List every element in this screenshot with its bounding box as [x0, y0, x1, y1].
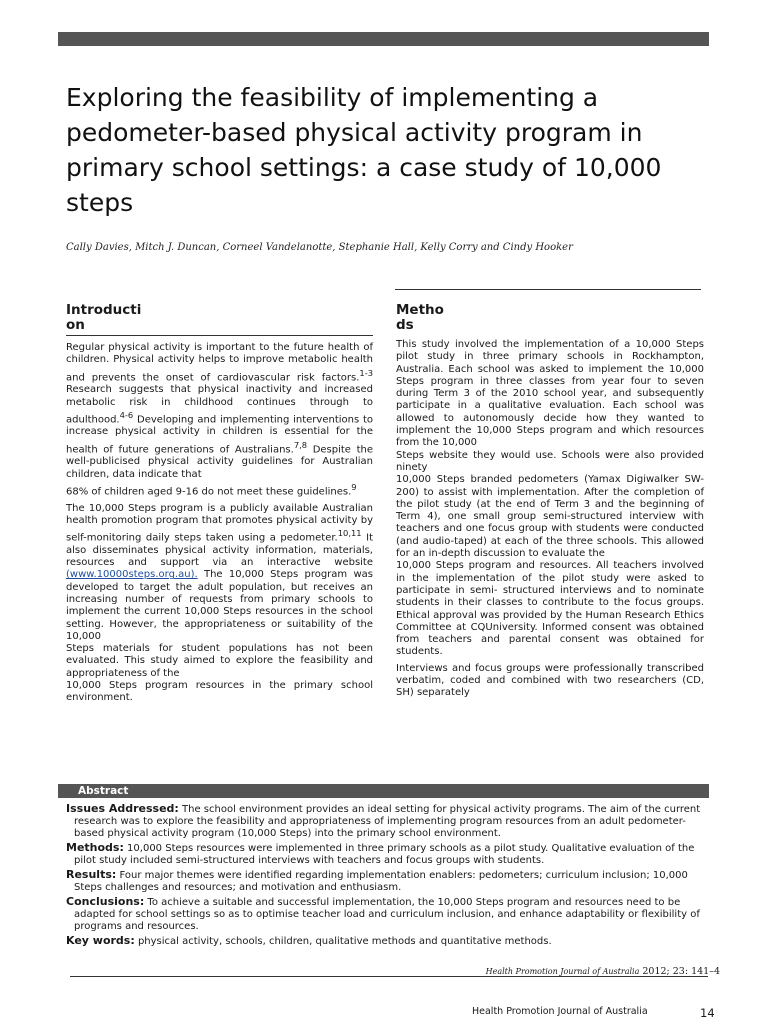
abstract-item: Key words: physical activity, schools, children, qualitative methods and quantitative methods. [66, 934, 552, 948]
abstract-item: Conclusions: To achieve a suitable and successful implementation, the 10,000 Steps program and resources need to be adapted for school settings so as to optimise teacher load and curriculum inclusion, and enhance adaptability or flexibility of programs and resources. [66, 894, 700, 933]
abstract-section [66, 803, 706, 950]
abstract-item: Methods: 10,000 Steps resources were implemented in three primary schools as a pilot study. Qualitative evaluation of the pilot study included semi-structured interviews with teachers and focus groups with students. [66, 841, 695, 867]
top-header-bar [58, 32, 709, 46]
citation-ref: 10,11 [337, 528, 362, 539]
journal-citation: Health Promotion Journal of Australia 2012; 23: 141–4 [485, 966, 720, 977]
citation-ref: 1-3 [359, 367, 373, 378]
page-number: 14 [700, 1006, 715, 1020]
journal-citation-title: Health Promotion Journal of Australia [485, 967, 640, 976]
methods-heading: Methods [396, 302, 444, 333]
abstract-label: Methods: [66, 841, 124, 855]
abstract-label: Issues Addressed: [66, 802, 179, 815]
abstract-label: Conclusions: [66, 894, 145, 908]
introduction-paragraph-2: The 10,000 Steps program is a publicly available Australian health promotion program that promotes physical activity by self-monitoring daily steps taken using a pedometer.$^{10,11}$ It also disseminates physical activity information, materials, resources and support via an interactive website (www.10000steps.org.au). The 10,000 Steps program was developed to target the adult population, but receives an increasing number of requests from primary schools to implement the current 10,000 Steps resources in the school setting. However, the appropriateness or suitability of the 10,000 Steps materials for student populations has not been evaluated. This study aimed to explore the feasibility and appropriateness of the 10,000 Steps program resources in the primary school environment. [66, 502, 373, 704]
introduction-paragraph-1: Regular physical activity is important to the future health of children. Physical activity helps to improve metabolic health and prevents the onset of cardiovascular risk factors.$^{1-3}$ Research suggests that physical inactivity and increased metabolic risk in childhood continues through to adulthood.$^{4-6}$ Developing and implementing interventions to increase physical activity in children is essential for the health of future generations of Australians.$^{7,8}$ Despite the well-publicised physical activity guidelines for Australian children, data indicate that 68% of children aged 9-16 do not meet these guidelines.$^9$ [66, 342, 373, 498]
abstract-heading: Abstract [78, 785, 129, 797]
abstract-item: Results: Four major themes were identified regarding implementation enablers: pedometers; curriculum inclusion; 10,000 Steps challenges and resources; and motivation and enthusiasm. [66, 868, 688, 894]
introduction-heading-rule [66, 335, 373, 336]
author-list: Cally Davies, Mitch J. Duncan, Corneel Vandelanotte, Stephanie Hall, Kelly Corry and Cindy Hooker [66, 242, 573, 253]
citation-ref: 4-6 [119, 409, 134, 420]
methods-paragraph-2: Interviews and focus groups were professionally transcribed verbatim, coded and combined with two researchers (CD, SH) separately [396, 662, 704, 699]
abstract-label: Key words: [66, 934, 135, 948]
abstract-bar [58, 784, 709, 798]
citation-ref: 9 [351, 481, 357, 492]
footer-journal-name: Health Promotion Journal of Australia [472, 1006, 648, 1017]
article-title: Exploring the feasibility of implementing a pedometer-based physical activity program in primary school settings: a case study of 10,000 steps [66, 83, 662, 217]
abstract-label: Results: [66, 868, 117, 882]
citation-ref: 7,8 [293, 439, 308, 450]
methods-paragraph-1: This study involved the implementation of a 10,000 Steps pilot study in three primary schools in Rockhampton, Australia. Each school was asked to implement the 10,000 Steps program in three classes from year four to seven during Term 3 of the 2010 school year, and subsequently participate in a qualitative evaluation. Each school was allowed to autonomously decide how they wanted to implement the 10,000 Steps program and which resources from the 10,000 Steps website they would use. Schools were also provided ninety 10,000 Steps branded pedometers (Yamax Digiwalker SW-200) to assist with implementation. After the completion of the pilot study (at the end of Term 3 and the beginning of Term 4), one small group semi-structured interview with teachers and one focus group with students were conducted (and audio-taped) at each of the three schools. This allowed for an in-depth discussion to evaluate the 10,000 Steps program and resources. All teachers involved in the implementation of the pilot study were asked to participate in semi- structured interviews and to nominate students in their classes to contribute to the focus groups. Ethical approval was provided by the Human Research Ethics Committee at CQUniversity. Informed consent was obtained from teachers and parental consent was obtained for students. [396, 339, 704, 658]
abstract-item: Issues Addressed: The school environment provides an ideal setting for physical activity programs. The aim of the current research was to explore the feasibility and appropriateness of implementing program resources from an adult pedometer-based physical activity program (10,000 Steps) into the primary school environment. [66, 802, 701, 840]
introduction-section [66, 303, 373, 705]
website-link[interactable]: (www.10000steps.org.au). [66, 569, 198, 581]
introduction-heading: Introduction [66, 302, 142, 333]
methods-section [396, 303, 704, 700]
footer-rule [70, 976, 708, 977]
column-divider-rule [395, 289, 701, 290]
